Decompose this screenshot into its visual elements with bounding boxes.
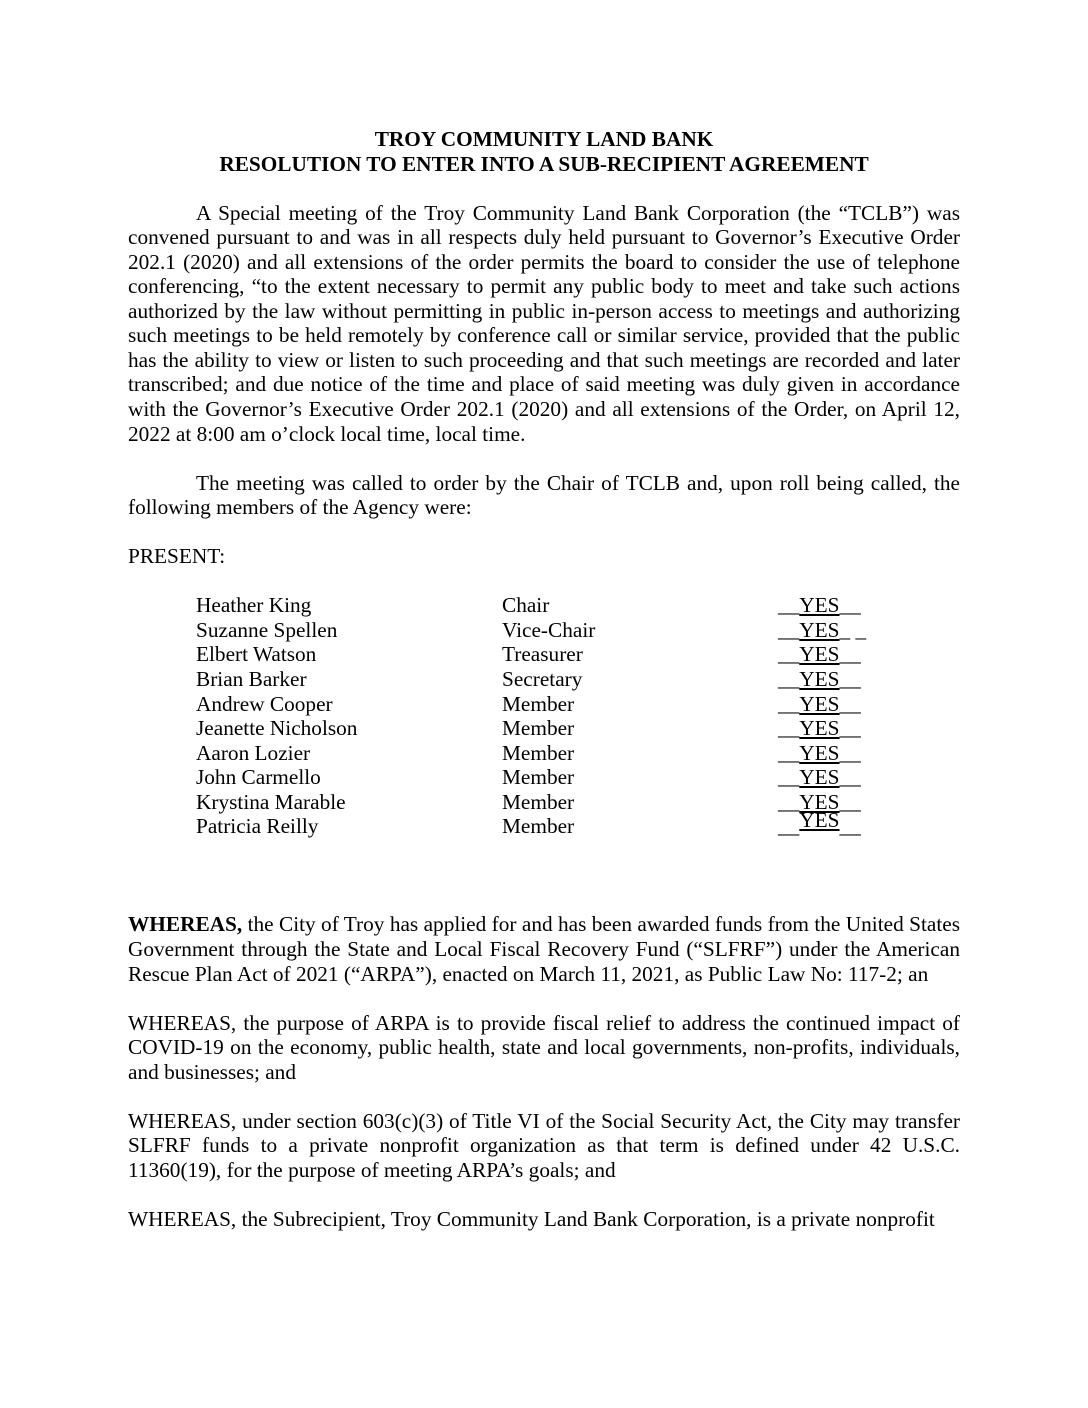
vote-value: YES: [799, 740, 840, 765]
member-name: Aaron Lozier: [196, 740, 311, 765]
vote-underscore-prefix: __: [778, 617, 800, 642]
vote-underscore-prefix: __: [778, 740, 800, 765]
vote-underscore-suffix: __: [839, 593, 861, 618]
member-vote: [778, 692, 960, 717]
whereas-section: [128, 912, 960, 1231]
vote-underscore-prefix: __: [778, 593, 800, 618]
table-row: [128, 593, 960, 618]
whereas-paragraph: [128, 1109, 960, 1183]
present-label: PRESENT:: [128, 544, 226, 569]
member-role: Chair: [502, 593, 550, 618]
document-title-line-2: RESOLUTION TO ENTER INTO A SUB-RECIPIENT AGREEMENT: [219, 151, 869, 176]
whereas-lead: WHEREAS,: [128, 1207, 237, 1232]
member-vote: [778, 667, 960, 692]
vote-underscore-prefix: __: [778, 789, 800, 814]
member-role: Member: [502, 716, 575, 741]
table-row: [128, 618, 960, 643]
whereas-paragraph: [128, 1011, 960, 1085]
member-role: Vice-Chair: [502, 617, 596, 642]
member-name: Heather King: [196, 593, 312, 618]
table-row: [128, 741, 960, 766]
whereas-body: the purpose of ARPA is to provide fiscal relief to address the continued impact of COVID-19 on the economy, public health, state and local governments, non-profits, individuals, and businesses; and: [128, 1010, 960, 1084]
vote-underscore-prefix: __: [778, 667, 800, 692]
member-name: Andrew Cooper: [196, 691, 333, 716]
vote-underscore-suffix: _ _: [839, 617, 867, 642]
member-vote: [778, 808, 960, 839]
vote-underscore-suffix: __: [839, 691, 861, 716]
vote-underscore-suffix: __: [839, 765, 861, 790]
vote-value: YES: [799, 642, 840, 667]
vote-underscore-prefix: __: [778, 765, 800, 790]
vote-value: YES: [799, 667, 840, 692]
document-body: [128, 127, 960, 1232]
member-role: Member: [502, 814, 575, 839]
vote-value: YES: [799, 716, 840, 741]
member-name: Krystina Marable: [196, 789, 346, 814]
vote-value: YES: [799, 593, 840, 618]
whereas-lead: WHEREAS,: [128, 1108, 237, 1133]
vote-underscore-suffix: __: [839, 740, 861, 765]
whereas-lead: WHEREAS,: [128, 912, 243, 937]
member-vote: [778, 618, 960, 643]
vote-underscore-prefix: __: [778, 716, 800, 741]
vote-value: YES: [799, 691, 840, 716]
whereas-body: the Subrecipient, Troy Community Land Bank Corporation, is a private nonprofit: [236, 1207, 935, 1232]
roll-call-table: [128, 593, 960, 838]
member-name: Patricia Reilly: [196, 814, 319, 839]
vote-underscore-suffix: __: [839, 642, 861, 667]
member-role: Treasurer: [502, 642, 583, 667]
vote-value: YES: [799, 765, 840, 790]
member-role: Member: [502, 765, 575, 790]
whereas-paragraph: [128, 1207, 960, 1232]
whereas-body: under section 603(c)(3) of Title VI of the Social Security Act, the City may transfer SLFRF funds to a private nonprofit organization as that term is defined under 42 U.S.C. 11360(19), for the purpose of meeting ARPA’s goals; and: [128, 1108, 960, 1182]
vote-underscore-prefix: __: [778, 814, 800, 839]
document-title: [128, 127, 960, 176]
roll-call-paragraph: The meeting was called to order by the Chair of TCLB and, upon roll being called, the following members of the Agency were:: [128, 470, 960, 520]
vote-value: YES: [799, 617, 840, 642]
vote-underscore-prefix: __: [778, 642, 800, 667]
table-row: [128, 692, 960, 717]
vote-underscore-suffix: __: [839, 716, 861, 741]
table-row: [128, 642, 960, 667]
member-role: Member: [502, 740, 575, 765]
table-row: [128, 765, 960, 790]
member-role: Member: [502, 789, 575, 814]
member-vote: [778, 765, 960, 790]
vote-underscore-prefix: __: [778, 691, 800, 716]
whereas-paragraph: [128, 912, 960, 986]
vote-underscore-suffix: __: [839, 814, 861, 839]
table-row: [128, 667, 960, 692]
vote-underscore-suffix: __: [839, 667, 861, 692]
table-row: [128, 808, 960, 839]
member-name: Jeanette Nicholson: [196, 716, 358, 741]
member-vote: [778, 642, 960, 667]
table-row: [128, 716, 960, 741]
member-name: John Carmello: [196, 765, 321, 790]
document-title-line-1: TROY COMMUNITY LAND BANK: [374, 127, 714, 151]
member-role: Member: [502, 691, 575, 716]
whereas-lead: WHEREAS,: [128, 1010, 237, 1035]
member-vote: [778, 716, 960, 741]
member-vote: [778, 741, 960, 766]
whereas-body: the City of Troy has applied for and has been awarded funds from the United States Government through the State and Local Fiscal Recovery Fund (“SLFRF”) under the American Rescue Plan Act of 2021 (“ARPA”), enacted on March 11, 2021, as Public Law No: 117-2; an: [128, 912, 960, 986]
opening-paragraph: A Special meeting of the Troy Community Land Bank Corporation (the “TCLB”) was convened pursuant to and was in all respects duly held pursuant to Governor’s Executive Order 202.1 (2020) and all extensions of the order permits the board to consider the use of telephone conferencing, “to the extent necessary to permit any public body to meet and take such actions authorized by the law without permitting in public in-person access to meetings and authorizing such meetings to be held remotely by conference call or similar service, provided that the public has the ability to view or listen to such proceeding and that such meetings are recorded and later transcribed; and due notice of the time and place of said meeting was duly given in accordance with the Governor’s Executive Order 202.1 (2020) and all extensions of the Order, on April 12, 2022 at 8:00 am o’clock local time, local time.: [128, 200, 960, 446]
member-role: Secretary: [502, 667, 583, 692]
member-name: Brian Barker: [196, 667, 307, 692]
vote-value: YES: [799, 789, 840, 814]
member-name: Suzanne Spellen: [196, 617, 338, 642]
vote-value: YES: [799, 808, 840, 833]
member-name: Elbert Watson: [196, 642, 317, 667]
member-vote: [778, 593, 960, 618]
vote-underscore-suffix: __: [839, 789, 861, 814]
